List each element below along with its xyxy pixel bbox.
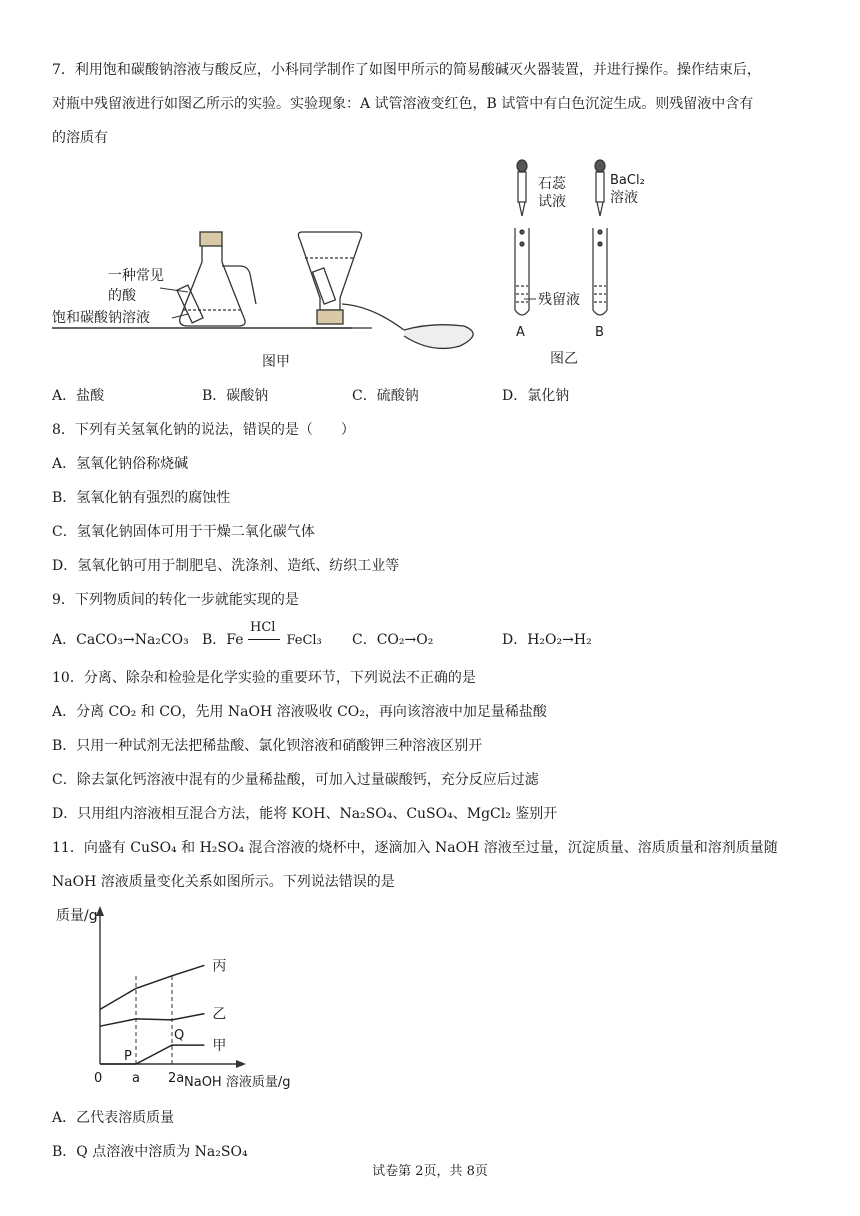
figure-yi [500, 158, 660, 370]
x-axis-arrow [236, 1060, 246, 1068]
page-footer: 试卷第 2页，共 8页 [372, 1164, 488, 1179]
q7-option-c[interactable]: C．硫酸钠 [352, 388, 419, 404]
point-label-p: P [124, 1049, 132, 1064]
q11-option-a[interactable]: A．乙代表溶质质量 [52, 1110, 175, 1126]
series-line-0 [100, 965, 204, 1009]
flask-inverted [298, 232, 473, 348]
q7-option-d[interactable]: D．氯化钠 [502, 388, 570, 404]
q9-b-prefix: B．Fe [202, 632, 244, 648]
q9-stem: 9．下列物质间的转化一步就能实现的是 [52, 592, 299, 608]
caption-yi: 图乙 [550, 351, 578, 367]
x-tick-label: 0 [94, 1071, 103, 1086]
chart-layer [94, 958, 226, 1086]
q8-stem: 8．下列有关氢氧化钠的说法，错误的是（ ） [52, 422, 355, 438]
q9-option-a[interactable]: A．CaCO₃→Na₂CO₃ [52, 632, 189, 648]
point-label-q: Q [174, 1028, 185, 1044]
q8-option-a[interactable]: A．氢氧化钠俗称烧碱 [52, 456, 189, 472]
q10-stem: 10．分离、除杂和检验是化学实验的重要环节，下列说法不正确的是 [52, 670, 476, 686]
q11-stem-line2: NaOH 溶液质量变化关系如图所示。下列说法错误的是 [52, 874, 395, 890]
leader-acid [160, 288, 188, 292]
label-residue: 残留液 [538, 292, 580, 308]
figure-jia [52, 214, 532, 374]
x-tick-label: a [132, 1071, 140, 1086]
dropper-bacl2 [595, 160, 605, 216]
dropper-litmus [517, 160, 527, 216]
test-tube-a [515, 228, 529, 315]
q9-b-reagent: HCl [249, 620, 276, 635]
q10-option-b[interactable]: B．只用一种试剂无法把稀盐酸、氯化钡溶液和硝酸钾三种溶液区别开 [52, 738, 483, 754]
series-label-2: 甲 [212, 1038, 227, 1055]
q9-option-b[interactable] [202, 620, 322, 651]
dropper2-label-1: BaCl₂ [610, 173, 645, 188]
series-label-0: 丙 [212, 958, 227, 975]
caption-jia: 图甲 [262, 354, 290, 370]
q11-stem-line1: 11．向盛有 CuSO₄ 和 H₂SO₄ 混合溶液的烧杯中，逐滴加入 NaOH 溶液至过量，沉淀质量、溶质质量和溶剂质量随 [52, 840, 778, 856]
q9-option-c[interactable]: C．CO₂→O₂ [352, 632, 434, 648]
q10-option-c[interactable]: C．除去氯化钙溶液中混有的少量稀盐酸，可加入过量碳酸钙，充分反应后过滤 [52, 772, 539, 788]
q11-chart [52, 902, 322, 1098]
q7-stem-line2: 对瓶中残留液进行如图乙所示的实验。实验现象：A 试管溶液变红色，B 试管中有白色沉淀生成。则残留液中含有 [52, 96, 754, 112]
dropper1-label-2: 试液 [538, 194, 566, 210]
q9-option-d[interactable]: D．H₂O₂→H₂ [502, 632, 592, 648]
series-label-1: 乙 [212, 1006, 227, 1023]
q9-b-arrow [248, 620, 282, 650]
q7-option-b[interactable]: B．碳酸钠 [202, 388, 269, 404]
tube-a-label: A [516, 325, 525, 340]
x-tick-label: 2a [168, 1071, 185, 1086]
q9-b-arrow-line [248, 639, 280, 640]
q8-option-c[interactable]: C．氢氧化钠固体可用于干燥二氧化碳气体 [52, 524, 315, 540]
q8-option-d[interactable]: D．氢氧化钠可用于制肥皂、洗涤剂、造纸、纺织工业等 [52, 558, 400, 574]
flask-upright [177, 232, 256, 326]
q11-option-b[interactable]: B．Q 点溶液中溶质为 Na₂SO₄ [52, 1144, 248, 1160]
q10-option-a[interactable]: A．分离 CO₂ 和 CO，先用 NaOH 溶液吸收 CO₂，再向该溶液中加足量稀盐酸 [52, 704, 547, 720]
label-solution: 饱和碳酸钠溶液 [52, 310, 150, 326]
q8-option-b[interactable]: B．氢氧化钠有强烈的腐蚀性 [52, 490, 231, 506]
dropper1-label-1: 石蕊 [538, 176, 566, 192]
q9-b-product: FeCl₃ [286, 633, 322, 648]
tube-b-label: B [595, 325, 604, 340]
dropper2-label-2: 溶液 [610, 190, 638, 206]
q7-stem-line3: 的溶质有 [52, 130, 108, 146]
q7-option-a[interactable]: A．盐酸 [52, 388, 105, 404]
y-axis-label: 质量/g [56, 908, 98, 924]
series-line-1 [100, 1014, 204, 1027]
series-line-2 [100, 1045, 204, 1064]
label-acid-1: 一种常见 [108, 268, 164, 284]
test-tube-b [593, 228, 607, 315]
label-acid-2: 的酸 [108, 288, 136, 304]
q7-stem-line1: 7．利用饱和碳酸钠溶液与酸反应，小科同学制作了如图甲所示的简易酸碱灭火器装置，并进行操作。操作结束后， [52, 62, 761, 78]
q10-option-d[interactable]: D．只用组内溶液相互混合方法，能将 KOH、Na₂SO₄、CuSO₄、MgCl₂ 鉴别开 [52, 806, 558, 822]
x-axis-label: NaOH 溶液质量/g [184, 1075, 291, 1090]
